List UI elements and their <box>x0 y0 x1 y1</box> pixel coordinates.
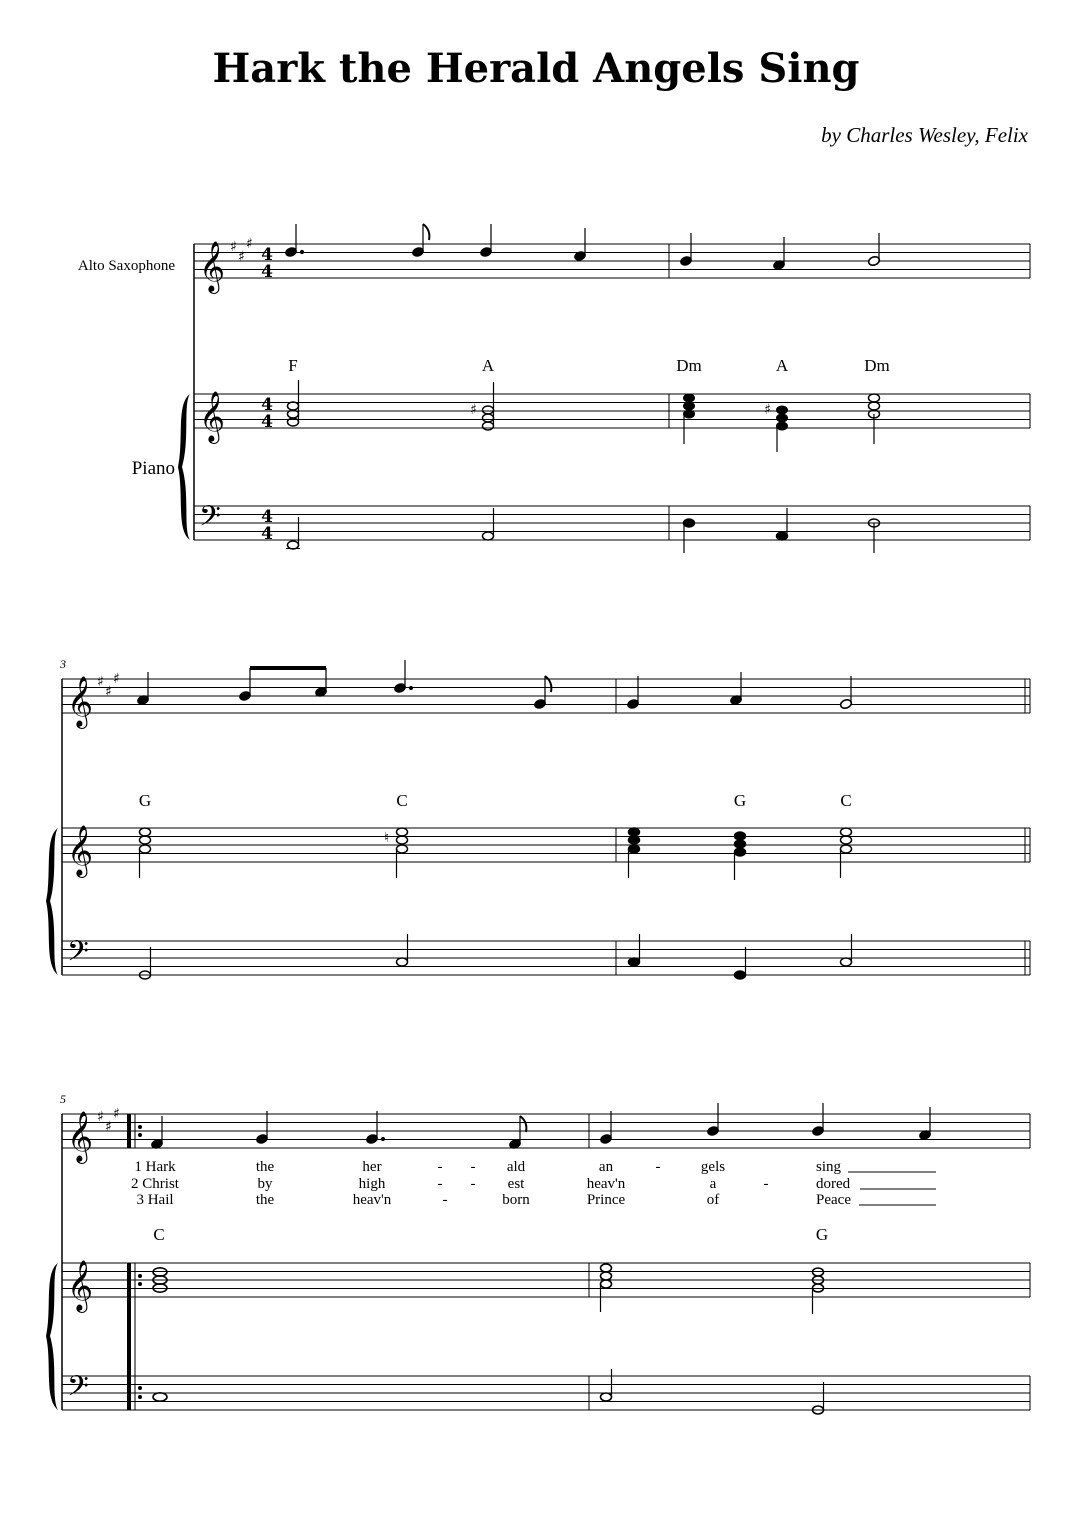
chord-symbol: G <box>138 791 152 810</box>
piano-brace <box>178 394 190 540</box>
repeat-start-sign-icon <box>127 1263 142 1410</box>
sax-notes-m2 <box>679 233 880 271</box>
time-sig-bottom: 4 <box>261 524 273 544</box>
bass-clef-icon: 𝄢 <box>67 935 89 975</box>
sax-notes-m5 <box>150 1111 526 1150</box>
treble-clef-icon: 𝄞 <box>67 1260 94 1311</box>
system-3 <box>46 1092 1030 1414</box>
system-2 <box>46 657 1030 979</box>
svg-text:♯: ♯ <box>470 402 477 418</box>
measure-number: 3 <box>60 657 66 671</box>
lyric-hyphen: - <box>437 1159 443 1175</box>
key-sig-sharp-icon: ♯ <box>238 249 245 265</box>
staff-piano-bass <box>62 941 1030 975</box>
lyrics-verse-1 <box>134 1159 936 1175</box>
lyric-hyphen: - <box>442 1192 448 1208</box>
sax-notes-m1 <box>284 224 586 262</box>
treble-clef-icon: 𝄞 <box>199 241 226 292</box>
piano-treble-chords-s1 <box>288 380 880 444</box>
piano-brace <box>46 828 58 975</box>
lyric-syllable: est <box>507 1176 525 1192</box>
staff-sax <box>194 244 1030 278</box>
lyric-syllable: by <box>257 1176 273 1192</box>
lyric-hyphen: - <box>655 1159 661 1175</box>
time-sig-top: 4 <box>261 395 273 415</box>
time-sig-top: 4 <box>261 245 273 265</box>
time-sig-bottom: 4 <box>261 262 273 282</box>
chord-symbol: F <box>288 356 298 375</box>
lyric-syllable: Prince <box>586 1192 626 1208</box>
lyric-syllable: 3 Hail <box>136 1192 174 1208</box>
lyrics-verse-2 <box>131 1176 936 1192</box>
chord-symbol: A <box>775 356 789 375</box>
lyric-syllable: high <box>358 1176 386 1192</box>
lyric-syllable: heav'n <box>586 1176 626 1192</box>
lyric-syllable: dored <box>816 1176 851 1192</box>
lyric-syllable: born <box>502 1192 530 1208</box>
lyric-syllable: a <box>709 1176 717 1192</box>
key-sig-sharp-icon: ♯ <box>113 671 120 687</box>
treble-clef-icon: 𝄞 <box>199 391 226 442</box>
composer-credit: by Charles Wesley, Felix <box>821 123 1028 147</box>
key-sig-sharp-icon: ♯ <box>97 674 104 690</box>
chord-symbol: A <box>481 356 495 375</box>
lyric-syllable: 1 Hark <box>134 1159 176 1175</box>
system-1 <box>78 224 1030 553</box>
lyric-syllable: sing <box>816 1159 842 1175</box>
lyric-syllable: the <box>255 1192 275 1208</box>
treble-clef-icon: 𝄞 <box>67 825 94 876</box>
lyric-syllable: the <box>255 1159 275 1175</box>
page-title: Hark the Herald Angels Sing <box>212 45 860 92</box>
chord-symbol: C <box>153 1225 165 1244</box>
lyric-hyphen: - <box>763 1176 769 1192</box>
key-sig-sharp-icon: ♯ <box>230 239 237 255</box>
sax-notes-m4 <box>626 672 852 710</box>
staff-sax <box>62 1114 1030 1148</box>
lyric-syllable: her <box>362 1159 382 1175</box>
staff-piano-bass <box>62 1376 1030 1410</box>
treble-clef-icon: 𝄞 <box>67 676 94 727</box>
staff-sax <box>62 679 1030 713</box>
bass-clef-icon: 𝄢 <box>199 500 221 540</box>
staff-piano-treble <box>62 1263 1030 1297</box>
instrument-label-piano: Piano <box>131 458 175 479</box>
chord-symbol: Dm <box>676 356 702 375</box>
treble-clef-icon: 𝄞 <box>67 1111 94 1162</box>
staff-piano-treble <box>194 394 1030 428</box>
sax-notes-m6 <box>599 1103 931 1145</box>
svg-text:♯: ♯ <box>764 402 771 418</box>
instrument-label-sax: Alto Saxophone <box>77 258 175 274</box>
sax-notes-m3 <box>136 660 551 710</box>
lyric-syllable: of <box>706 1192 720 1208</box>
piano-brace <box>46 1263 58 1410</box>
lyric-hyphen: - <box>470 1159 476 1175</box>
measure-number: 5 <box>60 1092 66 1106</box>
lyric-syllable: 2 Christ <box>131 1176 179 1192</box>
lyric-syllable: gels <box>700 1159 726 1175</box>
chord-symbol: Dm <box>864 356 890 375</box>
svg-text:♮: ♮ <box>384 830 390 846</box>
lyrics-verse-3 <box>136 1192 936 1208</box>
chord-symbol: G <box>733 791 747 810</box>
lyric-syllable: heav'n <box>352 1192 392 1208</box>
key-sig-sharp-icon: ♯ <box>105 1119 112 1135</box>
chord-symbol: C <box>840 791 852 810</box>
lyric-syllable: an <box>598 1159 614 1175</box>
bass-clef-icon: 𝄢 <box>67 1370 89 1410</box>
time-sig-bottom: 4 <box>261 412 273 432</box>
key-sig-sharp-icon: ♯ <box>246 236 253 252</box>
key-sig-sharp-icon: ♯ <box>97 1109 104 1125</box>
staff-piano-bass <box>194 506 1030 540</box>
chord-symbol: C <box>396 791 408 810</box>
key-sig-sharp-icon: ♯ <box>113 1106 120 1122</box>
staff-piano-treble <box>62 828 1030 862</box>
lyric-syllable: ald <box>506 1159 526 1175</box>
lyric-hyphen: - <box>470 1176 476 1192</box>
lyric-hyphen: - <box>437 1176 443 1192</box>
chord-symbol: G <box>815 1225 829 1244</box>
key-sig-sharp-icon: ♯ <box>105 684 112 700</box>
time-sig-top: 4 <box>261 507 273 527</box>
lyric-syllable: Peace <box>816 1192 851 1208</box>
